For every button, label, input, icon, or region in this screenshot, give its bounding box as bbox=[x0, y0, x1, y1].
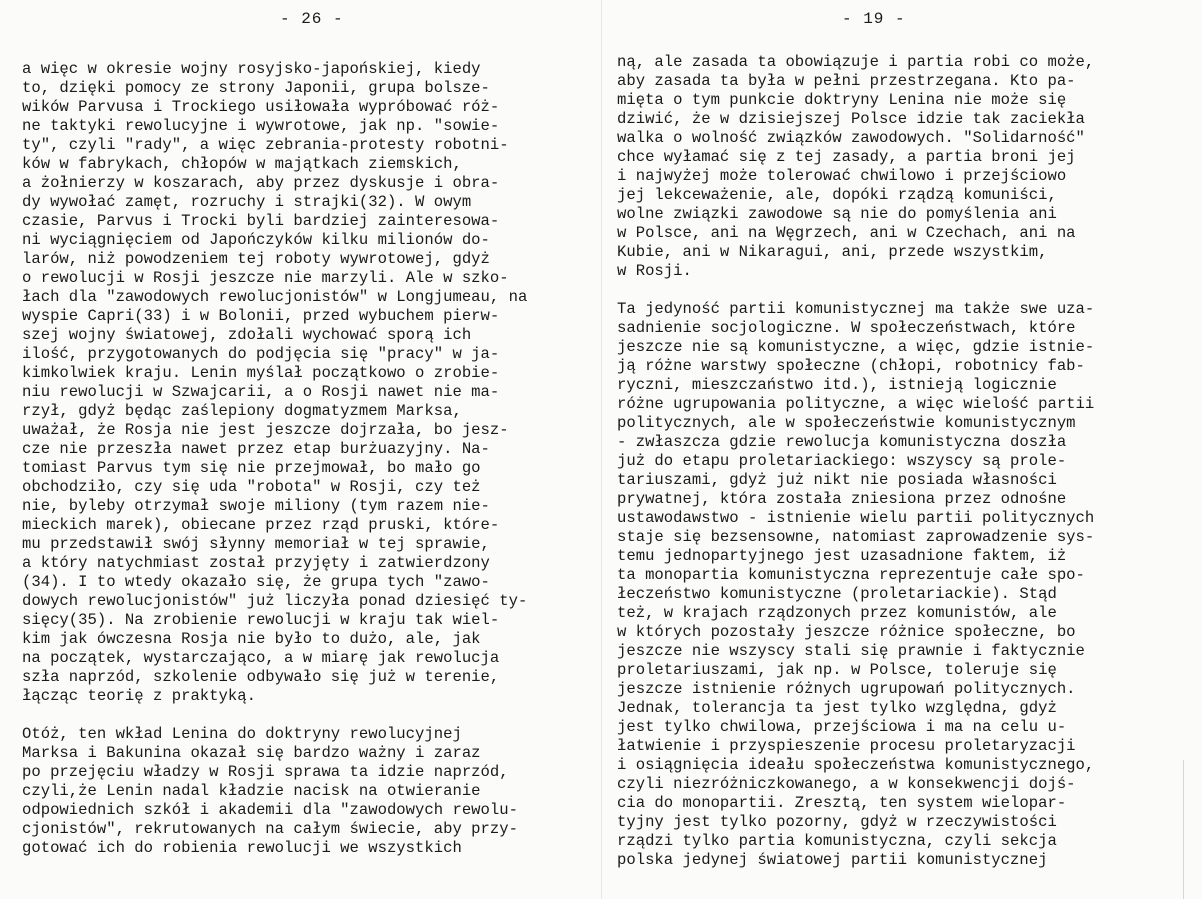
text-line: odpowiednich szkół i akademii dla "zawodowych rewolu- bbox=[22, 801, 518, 819]
text-line: (34). I to wtedy okazało się, że grupa tych "zawo- bbox=[22, 573, 490, 591]
text-line: szej wojny światowej, zdołali wychować sporą ich bbox=[22, 326, 472, 344]
text-line: to, dzięki pomocy ze strony Japonii, grupa bolsze- bbox=[22, 79, 490, 97]
page-edge bbox=[1183, 760, 1184, 899]
text-line: czasie, Parvus i Trocki byli bardziej zainteresowa- bbox=[22, 212, 500, 230]
text-line: różne ugrupowania polityczne, a więc wielość partii bbox=[617, 395, 1095, 413]
text-line: proletariuszami, jak np. w Polsce, toleruje się bbox=[617, 661, 1057, 679]
text-line: a żołnierzy w koszarach, aby przez dyskusje i obra- bbox=[22, 174, 500, 192]
text-line: jeszcze nie wszyscy stali się prawnie i faktycznie bbox=[617, 642, 1085, 660]
text-line: kimkolwiek kraju. Lenin myślał początkowo o zrobie- bbox=[22, 364, 500, 382]
text-line: ty", czyli "rady", a więc zebrania-protesty robotni- bbox=[22, 136, 509, 154]
text-line: łatwienie i przyspieszenie procesu proletaryzacji bbox=[617, 737, 1076, 755]
text-line: Ta jedyność partii komunistycznej ma także swe uza- bbox=[617, 300, 1095, 318]
text-line: wyspie Capri(33) i w Bolonii, przed wybuchem pierw- bbox=[22, 307, 500, 325]
text-line: jej lekceważenie, ale, dopóki rządzą komuniści, bbox=[617, 186, 1057, 204]
text-line: tomiast Parvus tym się nie przejmował, bo mało go bbox=[22, 459, 481, 477]
text-line: ne taktyki rewolucyjne i wywrotowe, jak np. "sowie- bbox=[22, 117, 500, 135]
text-line: niu rewolucji w Szwajcarii, a o Rosji nawet nie ma- bbox=[22, 383, 500, 401]
text-line: Jednak, tolerancja ta jest tylko względna, gdyż bbox=[617, 699, 1057, 717]
text-line: ją różne warstwy społeczne (chłopi, robotnicy fab- bbox=[617, 357, 1085, 375]
page-fold bbox=[601, 0, 602, 899]
text-line: ną, ale zasada ta obowiązuje i partia robi co może, bbox=[617, 53, 1095, 71]
text-line: staje się bezsensowne, natomiast zaprowadzenie sys- bbox=[617, 528, 1095, 546]
text-line: ków w fabrykach, chłopów w majątkach ziemskich, bbox=[22, 155, 462, 173]
text-line: nie, byleby otrzymał swoje miliony (tym razem nie- bbox=[22, 497, 490, 515]
text-line: dziwić, że w dzisiejszej Polsce idzie tak zaciekła bbox=[617, 110, 1085, 128]
paragraph-gap bbox=[22, 706, 527, 725]
text-line: dowych rewolucjonistów" już liczyła ponad dziesięć ty- bbox=[22, 592, 528, 610]
text-line: jeszcze nie są komunistyczne, a więc, gdzie istnie- bbox=[617, 338, 1095, 356]
text-line: cze nie przeszła nawet przez etap burżuazyjny. Na- bbox=[22, 440, 490, 458]
text-line: ryczni, mieszczaństwo itd.), istnieją logicznie bbox=[617, 376, 1057, 394]
text-line: rządzi tylko partia komunistyczna, czyli sekcja bbox=[617, 832, 1057, 850]
text-line: w których pozostały jeszcze różnice społeczne, bo bbox=[617, 623, 1076, 641]
left-page-text bbox=[22, 60, 527, 858]
text-line: po przejęciu władzy w Rosji sprawa ta idzie naprzód, bbox=[22, 763, 509, 781]
text-line: i najwyżej może tolerować chwilowo i przejściowo bbox=[617, 167, 1067, 185]
text-line: ta monopartia komunistyczna reprezentuje całe spo- bbox=[617, 566, 1085, 584]
text-line: kim jak ówczesna Rosja nie było to dużo, ale, jak bbox=[22, 630, 481, 648]
text-line: a więc w okresie wojny rosyjsko-japońskiej, kiedy bbox=[22, 60, 481, 78]
text-line: też, w krajach rządzonych przez komunistów, ale bbox=[617, 604, 1057, 622]
right-page-text bbox=[617, 53, 1094, 870]
text-line: łeczeństwo komunistyczne (proletariackie). Stąd bbox=[617, 585, 1057, 603]
text-line: i osiągnięcia ideału społeczeństwa komunistycznego, bbox=[617, 756, 1095, 774]
left-page-number: - 26 - bbox=[280, 10, 344, 28]
right-page-number: - 19 - bbox=[842, 10, 906, 28]
text-line: sadnienie socjologiczne. W społeczeństwach, które bbox=[617, 319, 1076, 337]
text-line: Marksa i Bakunina okazał się bardzo ważny i zaraz bbox=[22, 744, 481, 762]
text-line: mu przedstawił swój słynny memoriał w tej sprawie, bbox=[22, 535, 490, 553]
text-line: - zwłaszcza gdzie rewolucja komunistyczna doszła bbox=[617, 433, 1067, 451]
text-line: larów, niż powodzeniem tej roboty wywrotowej, gdyż bbox=[22, 250, 490, 268]
text-line: mieckich marek), obiecane przez rząd pruski, które- bbox=[22, 516, 500, 534]
text-line: aby zasada ta była w pełni przestrzegana. Kto pa- bbox=[617, 72, 1076, 90]
text-line: jest tylko chwilowa, przejściowa i ma na celu u- bbox=[617, 718, 1067, 736]
text-line: Kubie, ani w Nikaragui, ani, przede wszystkim, bbox=[617, 243, 1048, 261]
paragraph-gap bbox=[617, 281, 1094, 300]
text-line: czyli,że Lenin nadal kładzie nacisk na otwieranie bbox=[22, 782, 481, 800]
text-line: Otóż, ten wkład Lenina do doktryny rewolucyjnej bbox=[22, 725, 462, 743]
text-line: łącząc teorię z praktyką. bbox=[22, 687, 256, 705]
text-line: ustawodawstwo - istnienie wielu partii politycznych bbox=[617, 509, 1095, 527]
text-line: temu jednopartyjnego jest uzasadnione faktem, iż bbox=[617, 547, 1067, 565]
text-line: czyli niezróżniczkowanego, a w konsekwencji dojś- bbox=[617, 775, 1076, 793]
text-line: ilość, przygotowanych do podjęcia się "pracy" w ja- bbox=[22, 345, 500, 363]
text-line: w Rosji. bbox=[617, 262, 692, 280]
text-line: o rewolucji w Rosji jeszcze nie marzyli. Ale w szko- bbox=[22, 269, 509, 287]
text-line: chce wyłamać się z tej zasady, a partia broni jej bbox=[617, 148, 1076, 166]
text-line: uważał, że Rosja nie jest jeszcze dojrzała, bo jesz- bbox=[22, 421, 509, 439]
text-line: walka o wolność związków zawodowych. "Solidarność" bbox=[617, 129, 1085, 147]
text-line: na początek, wystarczająco, a w miarę jak rewolucja bbox=[22, 649, 500, 667]
text-line: politycznych, ale w społeczeństwie komunistycznym bbox=[617, 414, 1076, 432]
text-line: cjonistów", rekrutowanych na całym świecie, aby przy- bbox=[22, 820, 518, 838]
text-line: rzył, gdyż będąc zaślepiony dogmatyzmem Marksa, bbox=[22, 402, 462, 420]
text-line: prywatnej, która została zniesiona przez odnośne bbox=[617, 490, 1067, 508]
text-line: a który natychmiast został przyjęty i zatwierdzony bbox=[22, 554, 490, 572]
text-line: mięta o tym punkcie doktryny Lenina nie może się bbox=[617, 91, 1067, 109]
text-line: dy wywołać zamęt, rozruchy i strajki(32). W owym bbox=[22, 193, 472, 211]
text-line: szła naprzód, szkolenie odbywało się już w terenie, bbox=[22, 668, 500, 686]
text-line: jeszcze istnienie różnych ugrupowań politycznych. bbox=[617, 680, 1076, 698]
text-line: gotować ich do robienia rewolucji we wszystkich bbox=[22, 839, 462, 857]
text-line: tyjny jest tylko pozorny, gdyż w rzeczywistości bbox=[617, 813, 1057, 831]
text-line: wolne związki zawodowe są nie do pomyślenia ani bbox=[617, 205, 1057, 223]
text-line: w Polsce, ani na Węgrzech, ani w Czechach, ani na bbox=[617, 224, 1076, 242]
text-line: polska jedynej światowej partii komunistycznej bbox=[617, 851, 1048, 869]
text-line: już do etapu proletariackiego: wszyscy są prole- bbox=[617, 452, 1067, 470]
text-line: ni wyciągnięciem od Japończyków kilku milionów do- bbox=[22, 231, 490, 249]
text-line: cia do monopartii. Zresztą, ten system wielopar- bbox=[617, 794, 1067, 812]
text-line: wików Parvusa i Trockiego usiłowała wypróbować róż- bbox=[22, 98, 500, 116]
text-line: obchodziło, czy się uda "robota" w Rosji, czy też bbox=[22, 478, 481, 496]
text-line: sięcy(35). Na zrobienie rewolucji w kraju tak wiel- bbox=[22, 611, 500, 629]
text-line: łach dla "zawodowych rewolucjonistów" w Longjumeau, na bbox=[22, 288, 528, 306]
text-line: tariuszami, gdyż już nikt nie posiada własności bbox=[617, 471, 1057, 489]
